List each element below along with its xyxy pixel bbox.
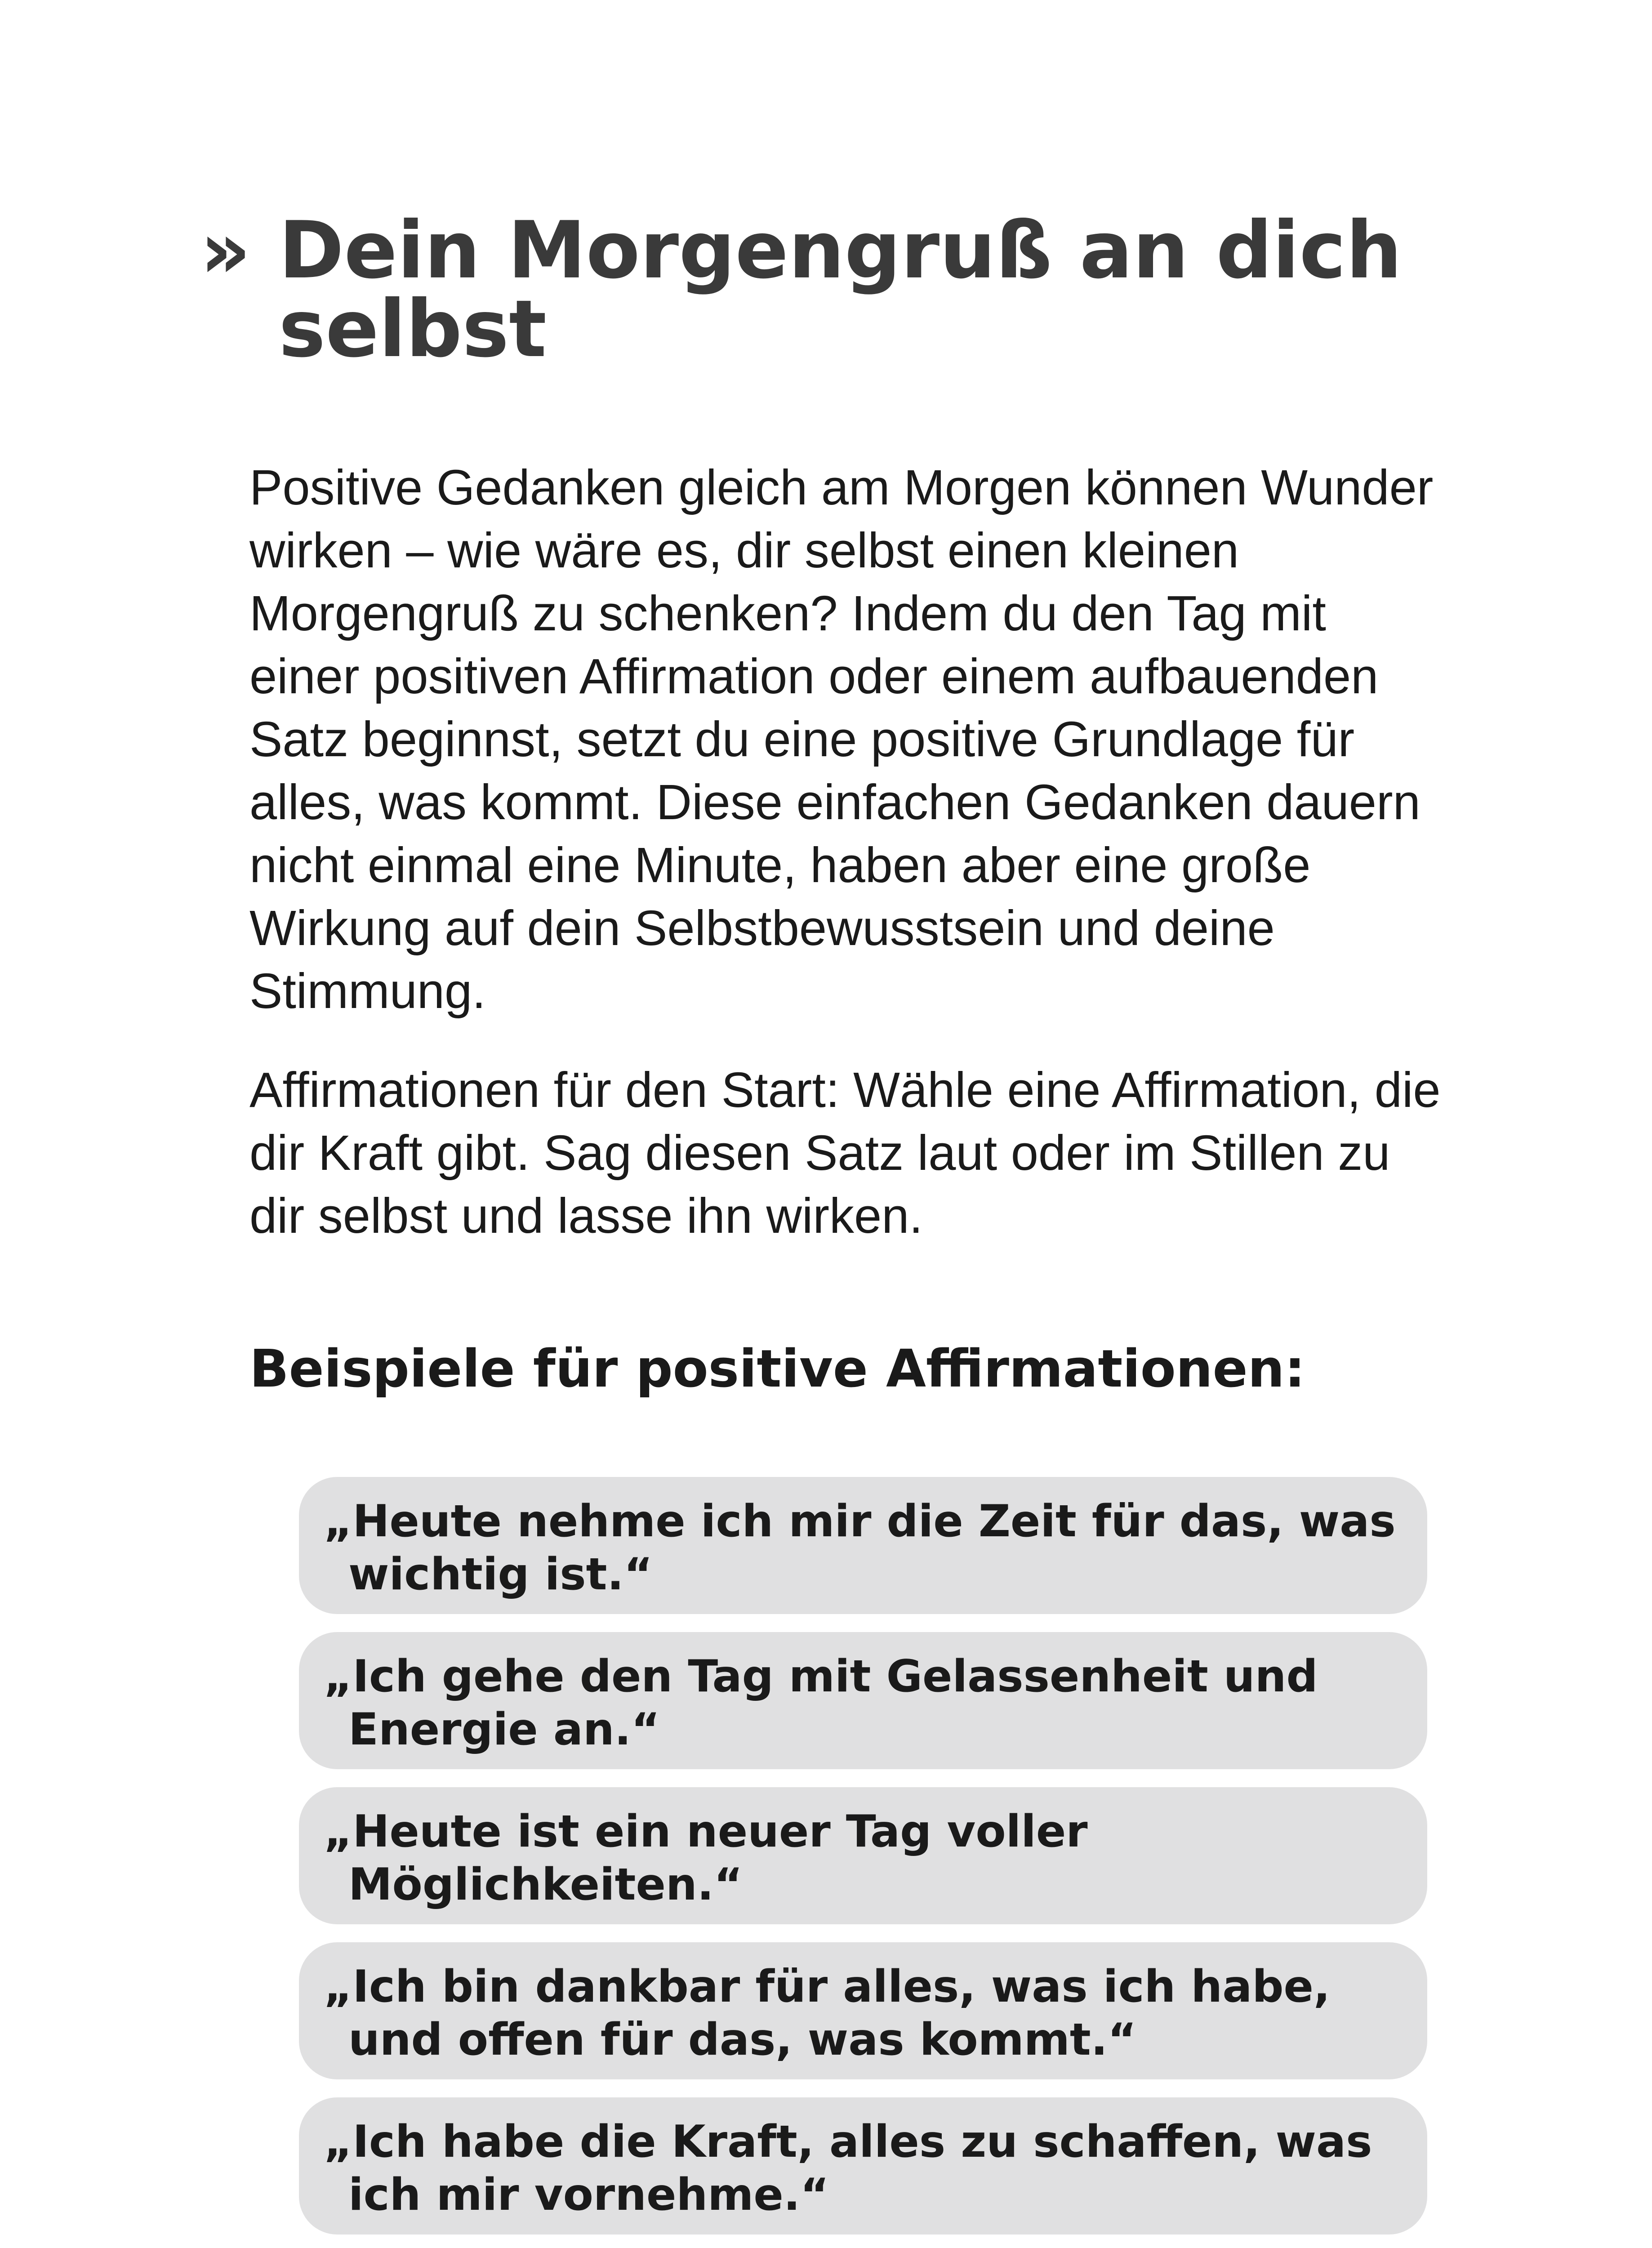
instruction-paragraph: Affirmationen für den Start: Wähle eine Affirmation, die dir Kraft gibt. Sag diesen Satz laut oder im Stillen zu dir selbst und lasse ihn wirken. [249, 1062, 1441, 1244]
examples-heading: Beispiele für positive Affirmationen: [249, 1339, 1305, 1399]
page-title [200, 205, 1492, 375]
affirmation-list [299, 1477, 1427, 2248]
intro-paragraph: Positive Gedanken gleich am Morgen können Wunder wirken – wie wäre es, dir selbst einen kleinen Morgengruß zu schenken? Indem du den Tag mit einer positiven Affirmation oder einem aufbauenden Satz beginnst, setzt du eine positive Grundlage für alles, was kommt. Diese einfachen Gedanken dauern nicht einmal eine Minute, haben aber eine große Wirkung auf dein Selbstbewusstsein und deine Stimmung. [249, 460, 1434, 1019]
affirmation-card: „Ich habe die Kraft, alles zu schaffen, was ich mir vornehme.“ [299, 2097, 1427, 2235]
affirmation-card: „Heute nehme ich mir die Zeit für das, was wichtig ist.“ [299, 1477, 1427, 1614]
title-marker: » [200, 205, 251, 296]
affirmation-card: „Heute ist ein neuer Tag voller Möglichkeiten.“ [299, 1787, 1427, 1924]
affirmation-card: „Ich bin dankbar für alles, was ich habe, und offen für das, was kommt.“ [299, 1942, 1427, 2079]
page-title-text: Dein Morgengruß an dich selbst [279, 205, 1402, 375]
affirmation-card: „Ich gehe den Tag mit Gelassenheit und Energie an.“ [299, 1632, 1427, 1769]
